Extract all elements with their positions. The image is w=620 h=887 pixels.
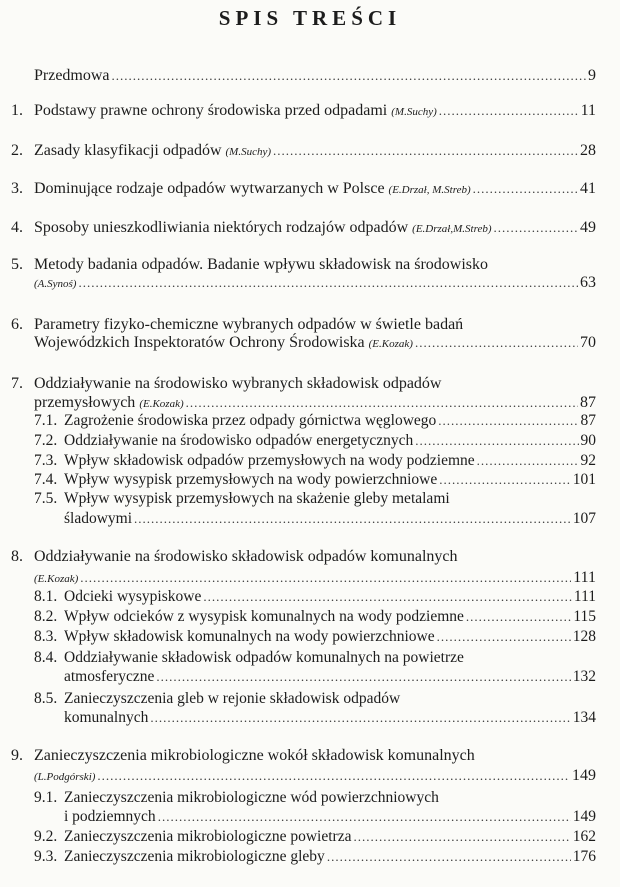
toc-entry-author: (E.Drzał,M.Streb) [412, 223, 492, 235]
toc-page-number: 87 [580, 412, 596, 429]
toc-entry-author: (E.Kozak) [34, 573, 79, 585]
toc-entry-text: Zanieczyszczenia mikrobiologiczne wód powierzchniowych [64, 789, 439, 806]
toc-entry-author: (E.Drzał, M.Streb) [388, 184, 471, 196]
toc-entry-number: 4. [11, 219, 23, 236]
toc-page-number: 176 [572, 848, 596, 865]
toc-entry-text: Zanieczyszczenia mikrobiologiczne powietrza [64, 828, 352, 845]
toc-entry-8-5-line1 [34, 689, 400, 709]
toc-entry-text: Zanieczyszczenia mikrobiologiczne wokół składowisk komunalnych [34, 747, 475, 764]
toc-page-number: 132 [572, 668, 596, 685]
toc-entry-number: 8.5. [34, 690, 58, 707]
toc-entry-2 [11, 141, 596, 162]
toc-entry-number: 8.4. [34, 649, 58, 666]
toc-entry-text: Zanieczyszczenia mikrobiologiczne gleby [64, 848, 325, 865]
toc-entry-7-1 [34, 411, 596, 431]
toc-entry-8 [34, 568, 596, 589]
toc-page-number: 111 [573, 588, 596, 605]
toc-entry-number: 8.3. [34, 628, 58, 645]
leader-dots [134, 509, 571, 529]
toc-entry-4 [11, 218, 596, 239]
toc-entry-number: 7.4. [34, 471, 58, 488]
toc-entry-text: Parametry fizyko-chemiczne wybranych odpadów w świetle badań [34, 316, 464, 333]
toc-entry-7-5 [64, 509, 596, 529]
toc-entry-text: Oddziaływanie na środowisko odpadów energetycznych [64, 432, 414, 449]
toc-entry-9 [34, 766, 596, 787]
toc-page-number: 128 [572, 628, 596, 645]
toc-entry-8-4-line1 [34, 648, 464, 668]
toc-entry-text: Sposoby unieszkodliwiania niektórych rodzajów odpadów [34, 219, 409, 236]
toc-entry-number: 2. [11, 142, 23, 159]
toc-entry-9-1-line1 [34, 788, 439, 808]
toc-entry-7-4 [34, 470, 596, 490]
toc-page-number: 111 [573, 569, 596, 586]
toc-entry-text: Oddziaływanie składowisk odpadów komunalnych na powietrze [64, 649, 464, 666]
leader-dots [353, 827, 570, 847]
toc-entry-text: Wpływ odcieków z wysypisk komunalnych na wody podziemne [64, 608, 464, 625]
toc-entry-text-cont: atmosferyczne [64, 668, 155, 685]
toc-entry-number: 9.2. [34, 828, 58, 845]
toc-entry-6 [34, 333, 596, 354]
leader-dots [80, 568, 571, 588]
toc-entry-author: (M.Suchy) [225, 146, 272, 158]
toc-entry-8-line1 [11, 547, 457, 567]
toc-entry-author: (L.Podgórski) [34, 771, 96, 783]
toc-entry-text: Oddziaływanie na środowisko wybranych składowisk odpadów [34, 375, 442, 392]
toc-entry-author: (E.Kozak) [368, 338, 413, 350]
leader-dots [112, 66, 586, 86]
toc-page-number: 149 [572, 767, 596, 784]
leader-dots [97, 766, 570, 786]
toc-page-number: 107 [572, 510, 596, 527]
toc-entry-number: 9.1. [34, 789, 58, 806]
toc-entry-6-line1 [11, 315, 463, 335]
toc-page-number: 28 [580, 142, 596, 159]
toc-entry-text: Wpływ wysypisk przemysłowych na wody powierzchniowe [64, 471, 438, 488]
toc-entry-9-line1 [11, 746, 475, 766]
leader-dots [439, 470, 571, 490]
toc-entry-7-2 [34, 431, 596, 451]
toc-page-number: 9 [588, 67, 596, 84]
toc-entry-5-line1 [11, 255, 488, 275]
toc-entry-number: 7. [11, 375, 23, 392]
toc-entry-text: Wpływ składowisk komunalnych na wody powierzchniowe [64, 628, 435, 645]
toc-entry-text: Podstawy prawne ochrony środowiska przed odpadami [34, 102, 388, 119]
toc-entry-author: (A.Synoś) [34, 278, 77, 290]
toc-page-number: 101 [572, 471, 596, 488]
leader-dots [156, 667, 570, 687]
toc-entry-number: 7.5. [34, 490, 58, 507]
toc-entry-text: Odcieki wysypiskowe [64, 588, 202, 605]
leader-dots [466, 607, 571, 627]
toc-entry-number: 3. [11, 180, 23, 197]
leader-dots [415, 333, 578, 353]
toc-entry-8-3 [34, 627, 596, 647]
toc-page-number: 162 [572, 828, 596, 845]
toc-entry-9-3 [34, 847, 596, 867]
toc-entry-3 [11, 179, 596, 200]
toc-page-number: 90 [580, 432, 596, 449]
toc-page-number: 115 [573, 608, 596, 625]
toc-entry-text-cont: komunalnych [64, 709, 149, 726]
leader-dots [415, 431, 578, 451]
toc-entry-text: Zagrożenie środowiska przez odpady górnictwa węglowego [64, 412, 437, 429]
toc-entry-text-cont: i podziemnych [64, 808, 156, 825]
toc-entry-number: 8.1. [34, 588, 58, 605]
toc-entry-text: Metody badania odpadów. Badanie wpływu składowisk na środowisko [34, 256, 488, 273]
leader-dots [494, 218, 579, 238]
leader-dots [203, 587, 572, 607]
toc-entry-9-2 [34, 827, 596, 847]
toc-entry-8-2 [34, 607, 596, 627]
leader-dots [327, 847, 571, 867]
leader-dots [439, 101, 579, 121]
toc-entry-text: Dominujące rodzaje odpadów wytwarzanych w Polsce [34, 180, 385, 197]
toc-entry-number: 9.3. [34, 848, 58, 865]
toc-entry-5 [34, 273, 596, 294]
leader-dots [158, 807, 571, 827]
toc-page-number: 41 [580, 180, 596, 197]
toc-entry-9-1 [64, 807, 596, 827]
toc-page-number: 63 [580, 274, 596, 291]
leader-dots [437, 627, 571, 647]
toc-entry-number: 9. [11, 747, 23, 764]
toc-entry-8-4 [64, 667, 596, 687]
toc-entry-number: 8. [11, 548, 23, 565]
toc-entry-7-5-line1 [34, 489, 450, 509]
toc-entry-number: 7.1. [34, 412, 58, 429]
toc-page-number: 87 [580, 394, 596, 411]
toc-entry-text: Wpływ wysypisk przemysłowych na skażenie gleby metalami [64, 490, 450, 507]
toc-page-number: 49 [580, 219, 596, 236]
leader-dots [186, 393, 578, 413]
toc-entry-text: Przedmowa [34, 67, 110, 84]
leader-dots [438, 411, 578, 431]
toc-entry-number: 7.2. [34, 432, 58, 449]
page-title: SPIS TREŚCI [218, 6, 402, 30]
leader-dots [150, 708, 570, 728]
toc-entry-7-3 [34, 451, 596, 471]
toc-entry-number: 1. [11, 102, 23, 119]
toc-page-number: 149 [572, 808, 596, 825]
toc-entry-text-cont: przemysłowych [34, 394, 136, 411]
toc-page-number: 11 [580, 102, 596, 119]
toc-entry-number: 8.2. [34, 608, 58, 625]
toc-entry-8-5 [64, 708, 596, 728]
toc-entry-text-cont: śladowymi [64, 510, 133, 527]
toc-entry-preface [34, 66, 596, 86]
toc-entry-author: (M.Suchy) [391, 106, 437, 118]
toc-entry-text: Zasady klasyfikacji odpadów [34, 142, 222, 159]
toc-page-number: 134 [572, 709, 596, 726]
leader-dots [473, 179, 578, 199]
toc-entry-text: Wpływ składowisk odpadów przemysłowych na wody podziemne [64, 452, 475, 469]
leader-dots [477, 451, 579, 471]
toc-entry-1 [11, 101, 596, 122]
toc-entry-8-1 [34, 587, 596, 607]
toc-entry-text: Zanieczyszczenia gleb w rejonie składowisk odpadów [64, 690, 401, 707]
toc-page-number: 92 [580, 452, 596, 469]
toc-page-number: 70 [580, 334, 596, 351]
leader-dots [78, 273, 578, 293]
toc-entry-number: 5. [11, 256, 23, 273]
toc-entry-text: Oddziaływanie na środowisko składowisk odpadów komunalnych [34, 548, 458, 565]
toc-entry-number: 6. [11, 316, 23, 333]
toc-entry-text-cont: Wojewódzkich Inspektoratów Ochrony Środowiska [34, 334, 365, 351]
leader-dots [273, 141, 578, 161]
toc-entry-7-line1 [11, 374, 441, 394]
toc-entry-author: (E.Kozak) [139, 398, 184, 410]
toc-entry-number: 7.3. [34, 452, 58, 469]
